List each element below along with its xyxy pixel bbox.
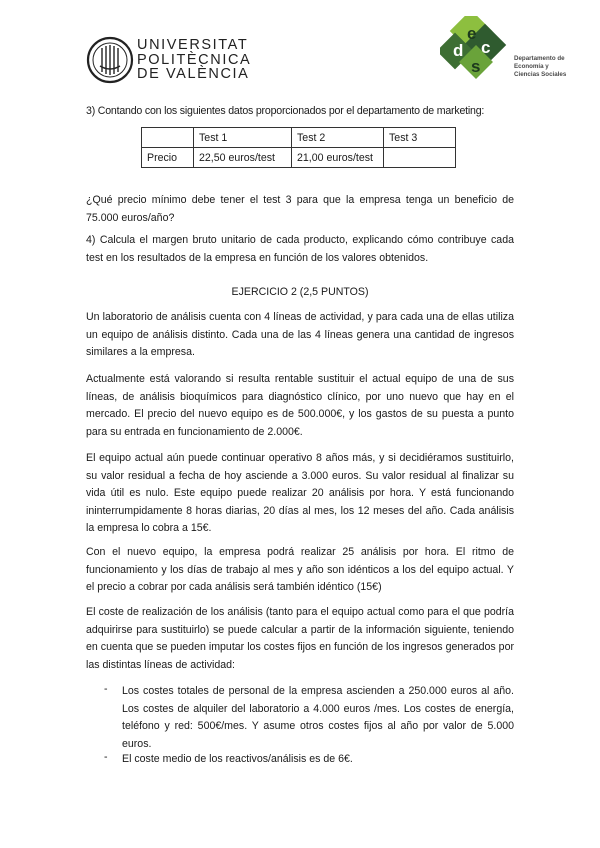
bullet-item: Los costes totales de personal de la empresa ascienden a 250.000 euros al año. Los costes de alquiler del laboratorio a 4.000 euros /mes. Los costes de energía, teléfono y red: 500€/mes. Y asume otros costes fijos al año por valor de 5.000 euros. [122, 685, 514, 750]
upv-seal-logo [86, 36, 134, 84]
university-line-1: UNIVERSITAT [137, 37, 249, 53]
decs-letter-c: c [481, 38, 491, 57]
exercise2-paragraph: Con el nuevo equipo, la empresa podrá realizar 25 análisis por hora. El ritmo de funcionamiento y los días de trabajo al mes y año son idénticos a los del equipo actual. Y el precio a cobrar por cada análisis será también idéntico (15€) [86, 546, 514, 593]
exercise2-title: EJERCICIO 2 (2,5 PUNTOS) [231, 286, 369, 298]
table-header-cell: Test 1 [194, 128, 292, 148]
bullet-dash: - [104, 751, 108, 763]
table-header-cell: Test 3 [384, 128, 456, 148]
price-table [141, 127, 456, 168]
exercise2-paragraph: El coste de realización de los análisis (tanto para el equipo actual como para el que podría adquirirse para sustituirlo) se puede calcular a partir de la información siguiente, teniendo en cuenta que se pueden imputar los costes fijos en función de los ingresos generados por las distintas líneas de actividad: [86, 606, 514, 671]
bullet-item: El coste medio de los reactivos/análisis es de 6€. [122, 753, 353, 765]
table-row [142, 148, 456, 168]
table-cell: 22,50 euros/test [194, 148, 292, 168]
decs-letter-d: d [453, 41, 464, 60]
department-line-2: Economía y [514, 63, 549, 70]
decs-department-logo [440, 16, 512, 80]
table-header-row [142, 128, 456, 148]
decs-letter-e: e [467, 24, 477, 43]
exercise2-paragraph: El equipo actual aún puede continuar operativo 8 años más, y si decidiéramos sustituirlo, su valor residual a fecha de hoy asciende a 3.000 euros. Su valor residual al finalizar su vida útil es nulo. Este equipo puede realizar 20 análisis por hora. Y está funcionando ininterrumpidamente 8 horas diarias, 20 días al mes, los 12 meses del año. Cada análisis la empresa lo cobra a 15€. [86, 452, 514, 534]
question3-text: ¿Qué precio mínimo debe tener el test 3 para que la empresa tenga un beneficio de 75.000 euros/año? [86, 194, 514, 224]
university-name [137, 38, 251, 82]
table-header-cell [142, 128, 194, 148]
university-line-3: DE VALÈNCIA [137, 66, 250, 82]
university-line-2: POLITÈCNICA [137, 51, 252, 68]
table-cell: Precio [142, 148, 194, 168]
bullet-dash: - [104, 683, 108, 695]
department-line-3: Ciencias Sociales [514, 71, 567, 78]
decs-letter-s: s [471, 57, 481, 76]
exercise2-paragraph: Un laboratorio de análisis cuenta con 4 líneas de actividad, y para cada una de ellas utiliza un equipo de análisis distinto. Cada una de las 4 líneas genera una cantidad de ingresos similares a la empresa. [86, 311, 514, 358]
exercise2-paragraph: Actualmente está valorando si resulta rentable sustituir el actual equipo de una de sus líneas, de análisis bioquímicos para diagnóstico clínico, por uno nuevo que hay en el mercado. El precio del nuevo equipo es de 500.000€, y los gastos de su puesta a punto para su entrada en funcionamiento de 2.000€. [86, 373, 514, 438]
table-cell [384, 148, 456, 168]
department-line-1: Departamento de [514, 55, 565, 62]
table-header-cell: Test 2 [292, 128, 384, 148]
table-cell: 21,00 euros/test [292, 148, 384, 168]
department-name [514, 55, 566, 79]
question4-text: 4) Calcula el margen bruto unitario de cada producto, explicando cómo contribuye cada test en los resultados de la empresa en función de los valores obtenidos. [86, 234, 514, 264]
question3-intro: 3) Contando con los siguientes datos proporcionados por el departamento de marketing: [86, 105, 485, 117]
